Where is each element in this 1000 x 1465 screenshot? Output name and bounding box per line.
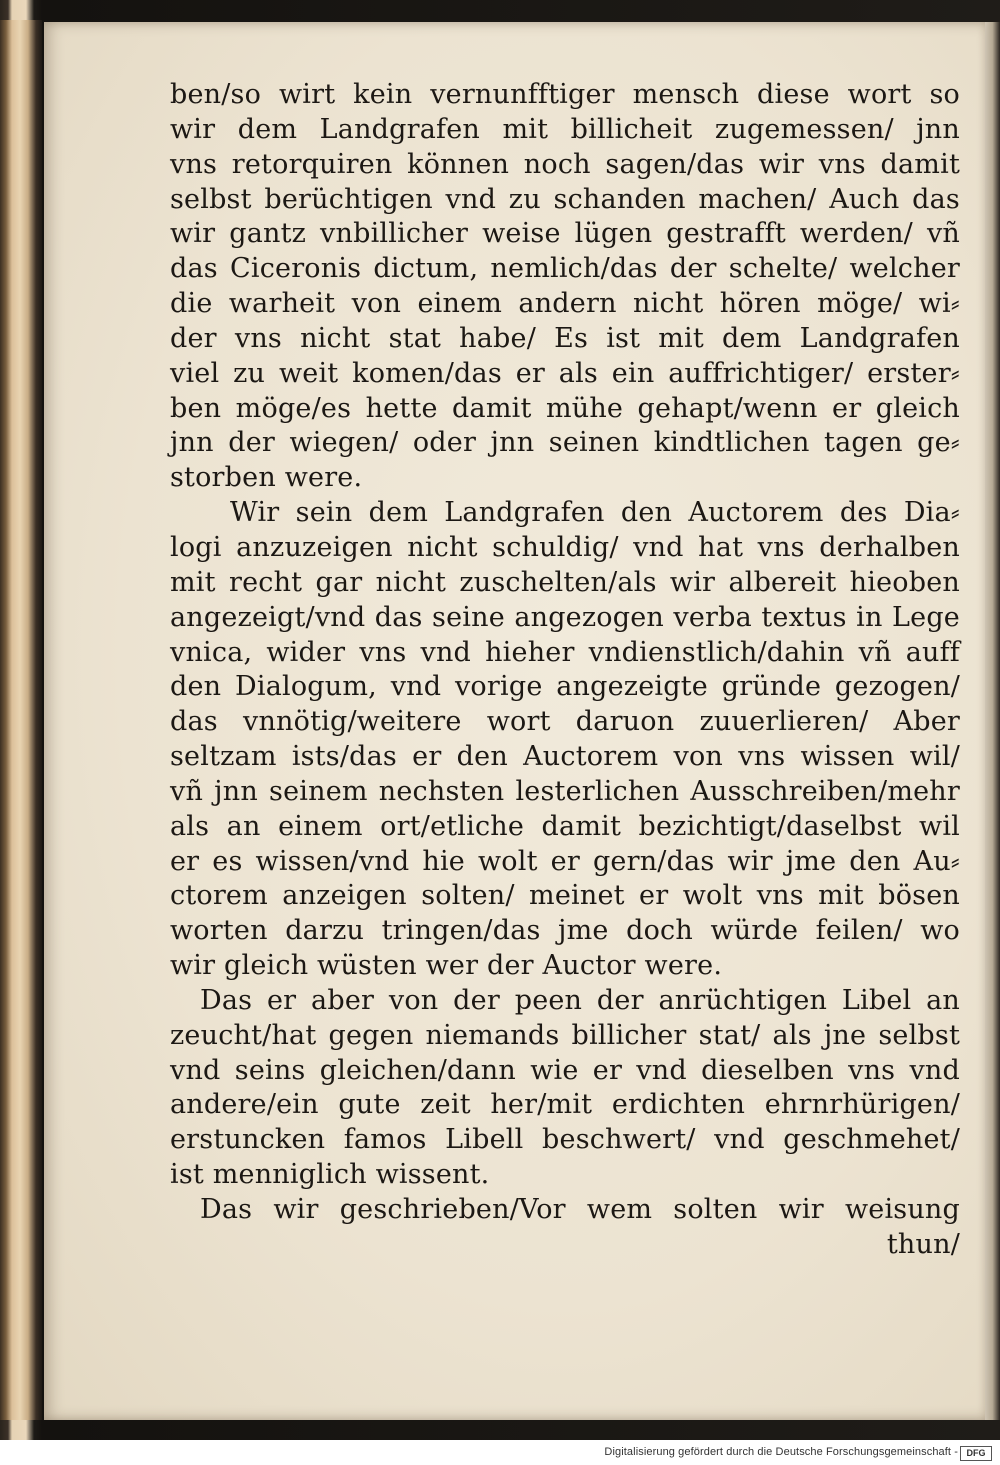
text-line: ben möge/es hette damit mühe gehapt/wenn er gleich: [170, 392, 960, 424]
text-line: andere/ein gute zeit her/mit erdichten ehrnrhürigen/: [170, 1089, 960, 1121]
footer-bar: [0, 1440, 1000, 1465]
text-line: storben were.: [170, 462, 363, 494]
text-line: worten darzu tringen/das jme doch würde feilen/ wo: [170, 915, 960, 947]
paragraph-start: Das wir geschrieben/Vor wem solten wir weisung: [200, 1194, 960, 1225]
text-line: mit recht gar nicht zuschelten/als wir albereit hieoben: [170, 566, 960, 598]
text-line: ben/so wirt kein vernunfftiger mensch diese wort so: [170, 79, 960, 110]
text-line: als an einem ort/etliche damit bezichtigt/daselbst wil: [170, 810, 960, 842]
text-line: erstuncken famos Libell beschwert/ vnd geschmehet/: [170, 1124, 960, 1156]
funding-credit: Digitalisierung gefördert durch die Deutsche Forschungsgemeinschaft -: [604, 1446, 958, 1458]
dfg-logo-icon: DFG: [960, 1446, 992, 1461]
text-line: logi anzuzeigen nicht schuldig/ vnd hat vns derhalben: [170, 531, 960, 563]
text-line: seltzam ists/das er den Auctorem von vns wissen wil/: [170, 741, 960, 773]
text-line: ist menniglich wissent.: [170, 1159, 490, 1191]
page-edge: [985, 22, 1000, 1420]
book-spine: [0, 20, 42, 1420]
paragraph-start: Wir sein dem Landgrafen den Auctorem des Dia⸗: [230, 497, 960, 529]
text-line: vnica, wider vns vnd hieher vndienstlich/dahin vñ auff: [170, 636, 960, 668]
text-line: das Ciceronis dictum, nemlich/das der schelte/ welcher: [170, 253, 960, 285]
catchword: thun/: [886, 1228, 960, 1260]
text-line: zeucht/hat gegen niemands billicher stat/ als jne selbst: [170, 1019, 960, 1051]
text-line: vñ jnn seinem nechsten lesterlichen Ausschreiben/mehr: [170, 775, 960, 807]
text-line: der vns nicht stat habe/ Es ist mit dem Landgrafen: [170, 322, 960, 354]
text-line: vns retorquiren können noch sagen/das wir vns damit: [170, 148, 960, 180]
text-line: wir gantz vnbillicher weise lügen gestrafft werden/ vñ: [170, 218, 960, 250]
text-line: vnd seins gleichen/dann wie er vnd dieselben vns vnd: [170, 1054, 960, 1086]
text-line: jnn der wiegen/ oder jnn seinen kindtlichen tagen ge⸗: [170, 427, 960, 459]
text-line: selbst berüchtigen vnd zu schanden machen/ Auch das: [170, 183, 960, 215]
text-line: wir dem Landgrafen mit billicheit zugemessen/ jnn: [170, 113, 960, 145]
text-line: die warheit von einem andern nicht hören möge/ wi⸗: [170, 288, 960, 320]
paragraph-start: Das er aber von der peen der anrüchtigen Libel an: [200, 984, 960, 1016]
text-line: angezeigt/vnd das seine angezogen verba textus in Lege: [170, 601, 960, 633]
text-line: wir gleich wüsten wer der Auctor were.: [170, 950, 723, 982]
text-line: er es wissen/vnd hie wolt er gern/das wir jme den Au⸗: [170, 845, 960, 877]
body-text: [170, 78, 970, 1263]
text-line: ctorem anzeigen solten/ meinet er wolt vns mit bösen: [170, 880, 960, 912]
text-line: den Dialogum, vnd vorige angezeigte gründe gezogen/: [170, 671, 960, 703]
text-line: das vnnötig/weitere wort daruon zuuerlieren/ Aber: [170, 706, 960, 738]
text-line: viel zu weit komen/das er als ein auffrichtiger/ erster⸗: [170, 357, 960, 389]
